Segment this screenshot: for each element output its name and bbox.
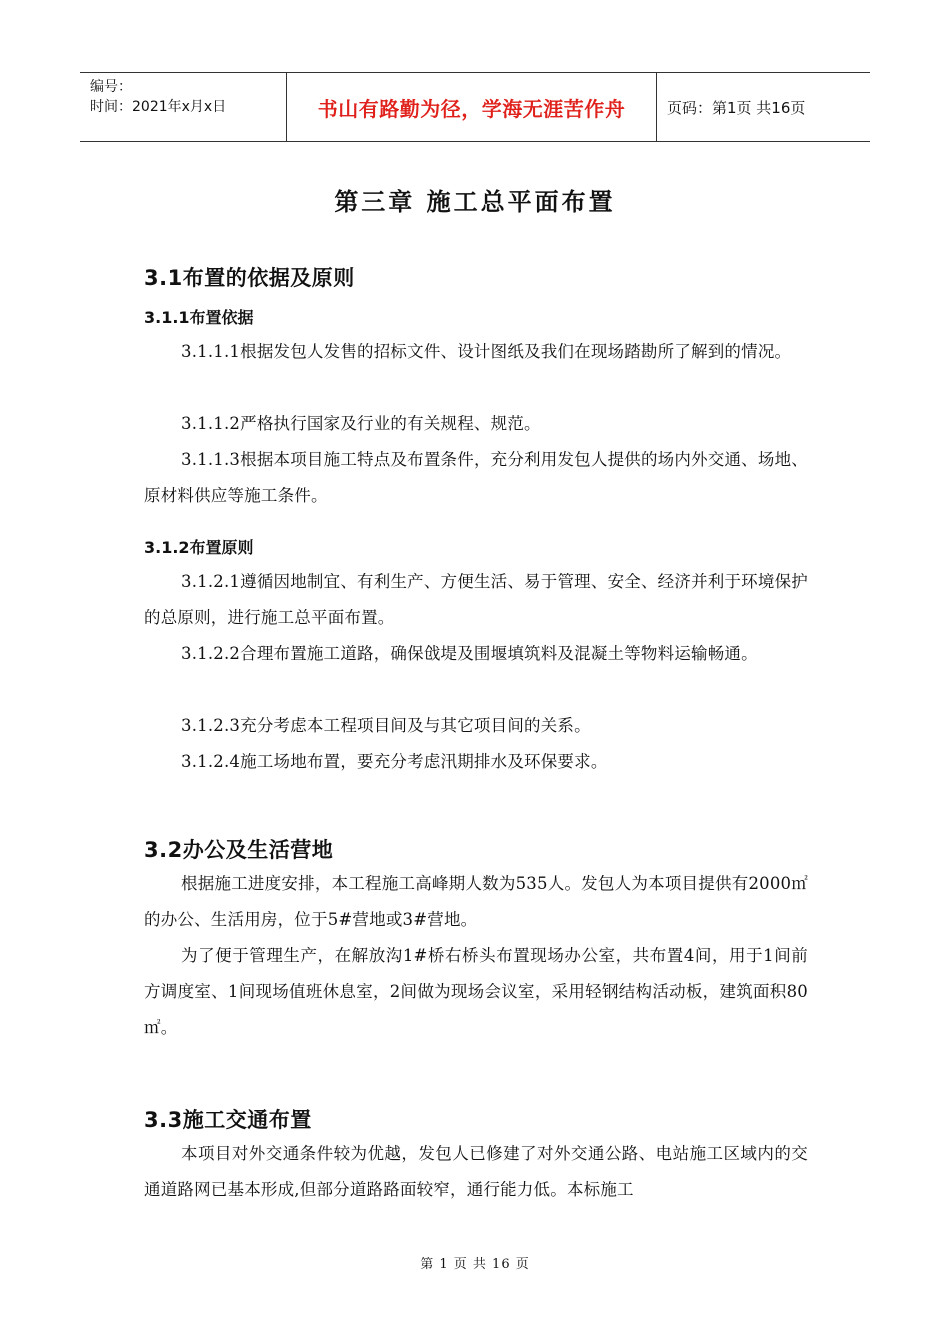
subsection-heading-3-1-1: 3.1.1布置依据 (144, 308, 254, 327)
paragraph-3-1-1-1: 3.1.1.1根据发包人发售的招标文件、设计图纸及我们在现场踏勘所了解到的情况。 (181, 342, 792, 361)
paragraph-3-3-1: 本项目对外交通条件较为优越，发包人已修建了对外交通公路、电站施工区域内的交通道路网已基本形成,但部分道路路面较窄，通行能力低。本标施工 (144, 1144, 808, 1199)
subsection-heading-3-1-2: 3.1.2布置原则 (144, 538, 254, 557)
paragraph-3-1-2-3: 3.1.2.3充分考虑本工程项目间及与其它项目间的关系。 (181, 716, 591, 735)
document-date: 时间：2021年x月x日 (90, 99, 227, 115)
chapter-title: 第三章 施工总平面布置 (334, 187, 616, 216)
paragraph-3-2-2: 为了便于管理生产，在解放沟1#桥右桥头布置现场办公室，共布置4间，用于1间前方调度室、1间现场值班休息室，2间做为现场会议室，采用轻钢结构活动板，建筑面积80㎡。 (144, 946, 808, 1037)
paragraph-3-1-1-2: 3.1.1.2严格执行国家及行业的有关规程、规范。 (181, 414, 541, 433)
section-heading-3-1: 3.1布置的依据及原则 (144, 266, 355, 290)
paragraph-3-1-2-4: 3.1.2.4施工场地布置，要充分考虑汛期排水及环保要求。 (181, 752, 608, 771)
header-motto: 书山有路勤为径，学海无涯苦作舟 (287, 73, 657, 141)
header-meta (80, 73, 287, 141)
paragraph-3-1-2-1: 3.1.2.1遵循因地制宜、有利生产、方便生活、易于管理、安全、经济并利于环境保护的总原则，进行施工总平面布置。 (144, 572, 808, 627)
paragraph-3-2-1: 根据施工进度安排，本工程施工高峰期人数为535人。发包人为本项目提供有2000㎡的办公、生活用房，位于5#营地或3#营地。 (144, 874, 808, 929)
page-footer: 第 1 页 共 16 页 (420, 1257, 530, 1272)
paragraph-3-1-2-2: 3.1.2.2合理布置施工道路，确保戗堤及围堰填筑料及混凝土等物料运输畅通。 (181, 644, 758, 663)
section-heading-3-3: 3.3施工交通布置 (144, 1108, 312, 1132)
page-header (80, 72, 870, 142)
header-page-info: 页码：第1页 共16页 (667, 98, 806, 117)
document-number: 编号： (90, 79, 132, 95)
paragraph-3-1-1-3: 3.1.1.3根据本项目施工特点及布置条件，充分利用发包人提供的场内外交通、场地、原材料供应等施工条件。 (144, 450, 808, 505)
section-heading-3-2: 3.2办公及生活营地 (144, 838, 334, 862)
